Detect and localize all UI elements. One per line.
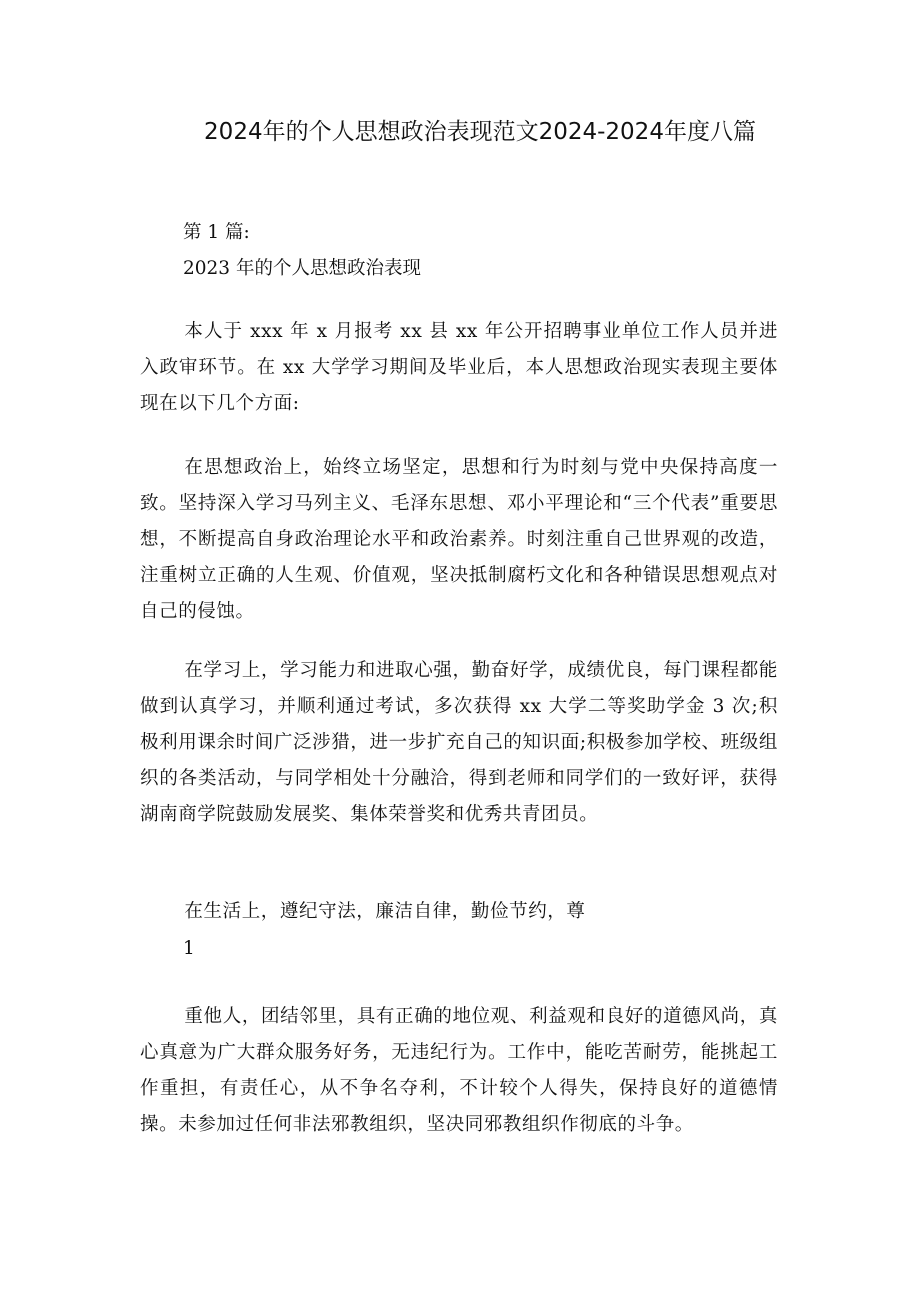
paragraph-study: 在学习上，学习能力和进取心强，勤奋好学，成绩优良，每门课程都能做到认真学习，并顺利通过考试，多次获得 xx 大学二等奖助学金 3 次;积极利用课余时间广泛涉猎，进一步扩充自己的知识面;积极参加学校、班级组织的各类活动，与同学相处十分融洽，得到老师和同学们的一致好评，获得湖南商学院鼓励发展奖、集体荣誉奖和优秀共青团员。 bbox=[140, 660, 778, 825]
paragraph-life-continued: 重他人，团结邻里，具有正确的地位观、利益观和良好的道德风尚，真心真意为广大群众服务好务，无违纪行为。工作中，能吃苦耐劳，能挑起工作重担，有责任心，从不争名夺利，不计较个人得失，保持良好的道德情操。未参加过任何非法邪教组织，坚决同邪教组织作彻底的斗争。 bbox=[140, 1006, 778, 1135]
section-label: 第 1 篇: bbox=[183, 222, 250, 243]
document-title: 2024年的个人思想政治表现范文2024-2024年度八篇 bbox=[204, 119, 756, 145]
paragraph-intro: 本人于 xxx 年 x 月报考 xx 县 xx 年公开招聘事业单位工作人员并进入政审环节。在 xx 大学学习期间及毕业后，本人思想政治现实表现主要体现在以下几个方面: bbox=[140, 321, 778, 414]
page-number: 1 bbox=[183, 938, 195, 959]
paragraph-political: 在思想政治上，始终立场坚定，思想和行为时刻与党中央保持高度一致。坚持深入学习马列主义、毛泽东思想、邓小平理论和“三个代表”重要思想，不断提高自身政治理论水平和政治素养。时刻注重自己世界观的改造，注重树立正确的人生观、价值观，坚决抵制腐朽文化和各种错误思想观点对自己的侵蚀。 bbox=[140, 457, 778, 622]
paragraph-life-start: 在生活上，遵纪守法，廉洁自律，勤俭节约，尊 bbox=[184, 901, 586, 922]
section-title: 2023 年的个人思想政治表现 bbox=[183, 258, 421, 279]
